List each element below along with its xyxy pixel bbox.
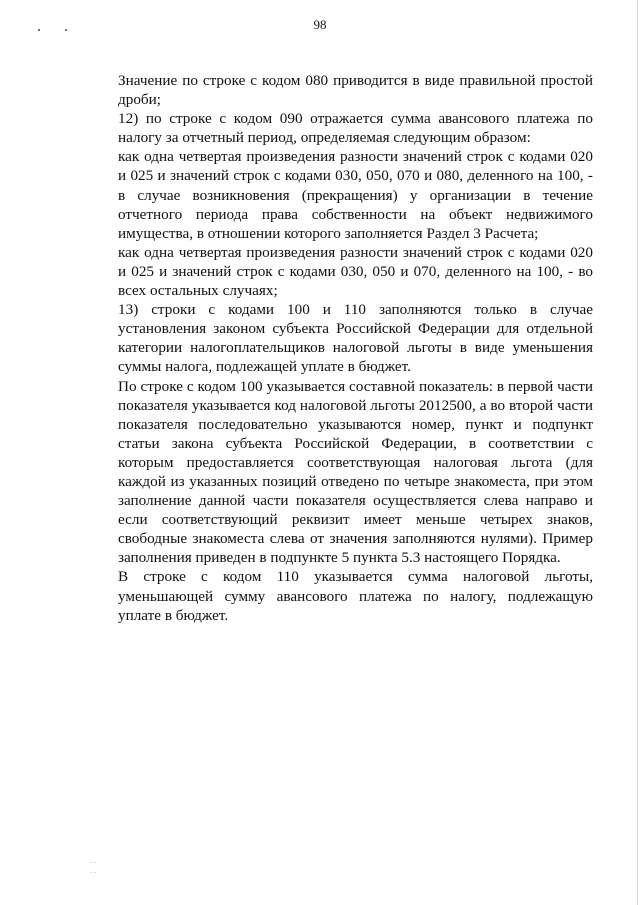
document-body [118,71,593,625]
paragraph-line-110: В строке с кодом 110 указывается сумма налоговой льготы, уменьшающей сумму авансового платежа по налогу, подлежащую уплате в бюджет. [118,568,593,624]
footer-stamp-line: ... [90,865,98,875]
paragraph-fraction-note: Значение по строке с кодом 080 приводится в виде правильной простой дроби; [118,72,593,109]
paragraph-case-other: как одна четвертая произведения разности значений строк с кодами 020 и 025 и значений строк с кодами 030, 050 и 070, деленного на 100, - во всех остальных случаях; [118,243,593,300]
footer-stamp-line: ... [90,855,98,865]
paragraph-line-100: По строке с кодом 100 указывается составной показатель: в первой части показателя указывается код налоговой льготы 2012500, а во второй части показателя последовательно указываются номер, пункт и подпункт статьи закона субъекта Российской Федерации, в соответствии с которым предоставляется соответствующая налоговая льгота (для каждой из указанных позиций отведено по четыре знакоместа, при этом заполнение данной части показателя осуществляется слева направо и если соответствующий реквизит имеет меньше четырех знаков, свободные знакоместа слева от значения заполняются нулями). Пример заполнения приведен в подпункте 5 пункта 5.3 настоящего Порядка. [118,377,593,567]
footer-stamp [90,855,97,875]
paragraph-item-13: 13) строки с кодами 100 и 110 заполняются только в случае установления законом субъекта Российской Федерации для отдельной категории налогоплательщиков налоговой льготы в виде уменьшения суммы налога, подлежащей уплате в бюджет. [118,301,593,376]
page-edge-shadow [637,0,638,905]
page-number: 98 [313,17,327,32]
paragraph-case-property-change: как одна четвертая произведения разности значений строк с кодами 020 и 025 и значений строк с кодами 030, 050, 070 и 080, деленного на 100, - в случае возникновения (прекращения) у организации в течение отчетного периода права собственности на объект недвижимого имущества, в отношении которого заполняется Раздел 3 Расчета; [118,148,593,242]
paragraph-item-12: 12) по строке с кодом 090 отражается сумма авансового платежа по налогу за отчетный период, определяемая следующим образом: [118,110,593,147]
